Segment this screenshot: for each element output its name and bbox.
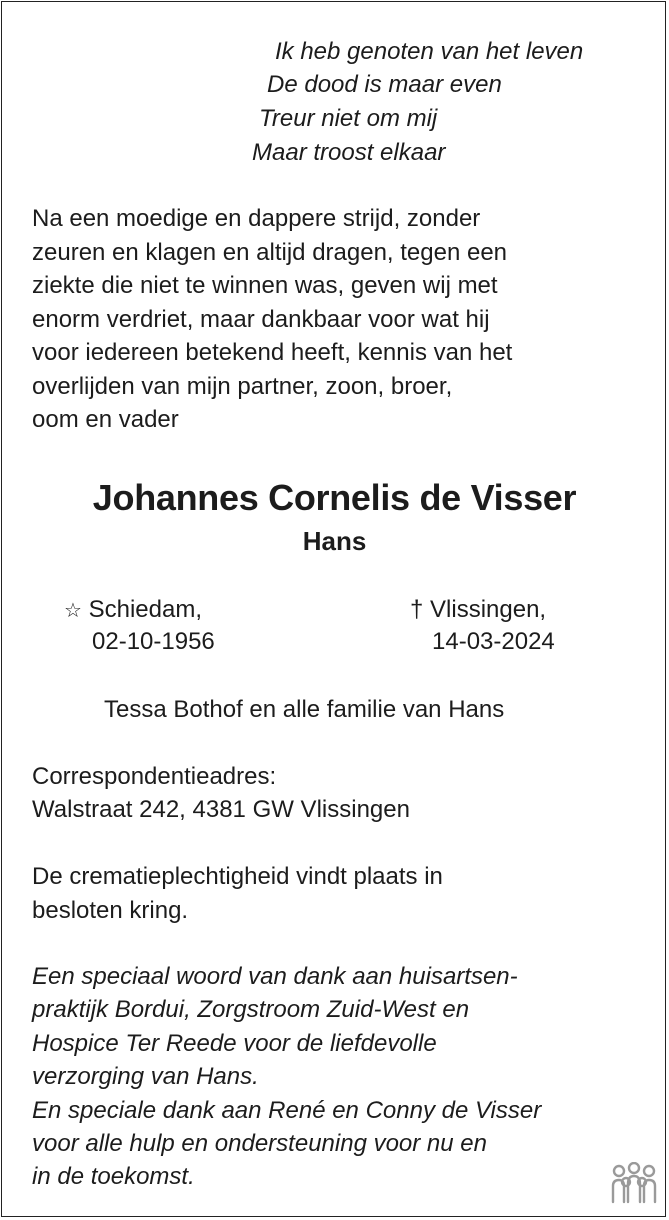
thanks-line-6: voor alle hulp en ondersteuning voor nu en — [32, 1130, 487, 1157]
intro-line-6: overlijden van mijn partner, zoon, broer, — [32, 373, 453, 400]
poem-line-2: De dood is maar even — [267, 71, 502, 98]
family-line: Tessa Bothof en alle familie van Hans — [104, 696, 505, 723]
thanks-line-7: in de toekomst. — [32, 1163, 195, 1190]
intro-line-7: oom en vader — [32, 406, 179, 433]
intro-line-4: enorm verdriet, maar dankbaar voor wat hij — [32, 306, 490, 333]
correspondence-label: Correspondentieadres: — [32, 763, 277, 790]
intro-line-5: voor iedereen betekend heeft, kennis van het — [32, 339, 513, 366]
deceased-full-name: Johannes Cornelis de Visser — [92, 477, 577, 518]
death-date: 14-03-2024 — [432, 628, 555, 655]
deceased-nickname: Hans — [302, 526, 367, 556]
family-people-icon — [610, 1162, 658, 1206]
death-info — [410, 595, 546, 625]
thanks-line-4: verzorging van Hans. — [32, 1063, 259, 1090]
thanks-line-2: praktijk Bordui, Zorgstroom Zuid-West en — [32, 996, 470, 1023]
star-icon: ☆ — [64, 598, 82, 622]
thanks-line-5: En speciale dank aan René en Conny de Visser — [32, 1097, 542, 1124]
birth-info — [64, 595, 202, 625]
intro-line-2: zeuren en klagen en altijd dragen, tegen een — [32, 239, 508, 266]
intro-line-1: Na een moedige en dappere strijd, zonder — [32, 205, 481, 232]
birth-place: Schiedam, — [88, 596, 202, 623]
death-place: Vlissingen, — [430, 596, 547, 623]
poem-line-4: Maar troost elkaar — [252, 139, 446, 166]
poem-line-1: Ik heb genoten van het leven — [275, 38, 584, 65]
ceremony-line-1: De crematieplechtigheid vindt plaats in — [32, 863, 443, 890]
thanks-line-1: Een speciaal woord van dank aan huisartsen- — [32, 963, 518, 990]
correspondence-address: Walstraat 242, 4381 GW Vlissingen — [32, 796, 410, 823]
birth-date: 02-10-1956 — [92, 628, 215, 655]
cross-icon: † — [410, 596, 424, 623]
intro-line-3: ziekte die niet te winnen was, geven wij met — [32, 272, 498, 299]
thanks-line-3: Hospice Ter Reede voor de liefdevolle — [32, 1030, 437, 1057]
poem-line-3: Treur niet om mij — [259, 105, 438, 132]
ceremony-line-2: besloten kring. — [32, 897, 189, 924]
